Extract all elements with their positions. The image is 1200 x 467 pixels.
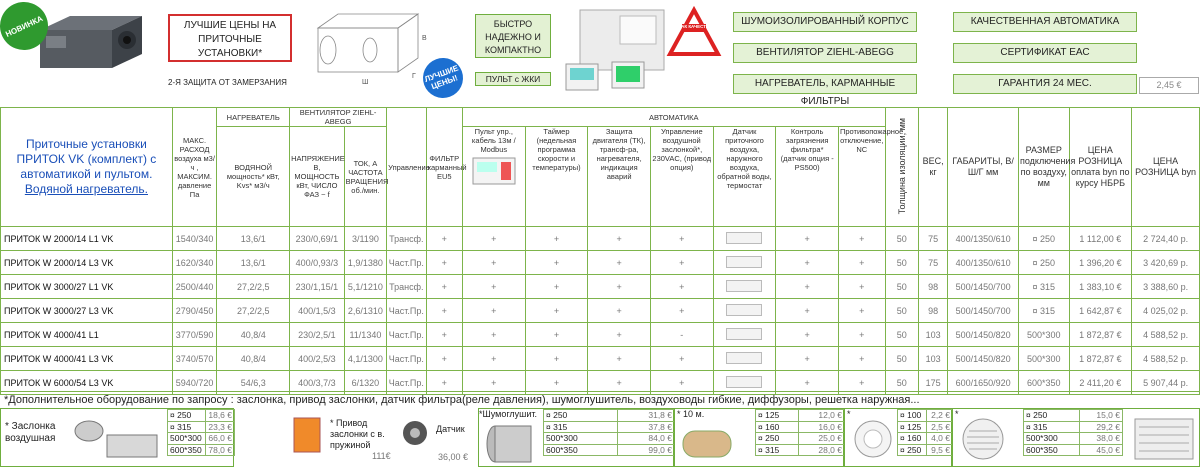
product-name: ПРИТОК W 3000/27 L3 VK: [1, 299, 173, 323]
duct-value: ¤ 250: [1018, 227, 1069, 251]
feature-fan: ВЕНТИЛЯТОР ZIEHL-ABEGG: [733, 43, 917, 63]
header-filter: ФИЛЬТР карманный EU5: [426, 108, 462, 227]
automation-cell: +: [650, 299, 713, 323]
automation-cell: +: [776, 323, 839, 347]
table-row: [1, 299, 1200, 323]
automation-cell: +: [462, 299, 525, 323]
header-auto-remote: Пульт упр., кабель 13м / Modbus: [462, 127, 525, 227]
product-title-heater: Водяной нагреватель.: [24, 182, 148, 196]
exchange-rate: 2,45 €: [1139, 77, 1199, 94]
table-row: [1, 227, 1200, 251]
svg-text:Ш: Ш: [362, 79, 369, 86]
automation-cell: +: [838, 251, 885, 275]
dims-value: 400/1350/610: [948, 251, 1019, 275]
filter-value: +: [426, 275, 462, 299]
automation-cell: +: [525, 323, 588, 347]
silencer-label: *Шумоглушит.: [479, 409, 538, 419]
automation-cell: +: [525, 275, 588, 299]
frost-text: 2-Я ЗАЩИТА ОТ ЗАМЕРЗАНИЯ: [168, 78, 287, 87]
airflow-value: 1620/340: [172, 251, 216, 275]
actuator-section: [286, 408, 396, 467]
control-value: Трансф.: [387, 275, 426, 299]
heater-value: 40,8/4: [217, 347, 290, 371]
automation-cell: +: [588, 251, 651, 275]
header-duct: РАЗМЕР подключения по воздуху, мм: [1018, 108, 1069, 227]
automation-cell: +: [650, 227, 713, 251]
table-row: [1, 347, 1200, 371]
control-value: Част.Пр.: [387, 371, 426, 395]
sensor-label: Датчик: [436, 424, 465, 434]
remote-label: ПУЛЬТ с ЖКИ: [475, 72, 551, 86]
airflow-value: 5940/720: [172, 371, 216, 395]
svg-text:В: В: [422, 35, 427, 42]
sensor-thumb-icon: [726, 256, 762, 268]
automation-cell: +: [776, 227, 839, 251]
automation-cell: +: [838, 371, 885, 395]
feature-certificate: СЕРТИФИКАТ ЕАС: [953, 43, 1137, 63]
grille-label: *: [955, 409, 959, 419]
product-image: [30, 10, 150, 70]
price-byn: 4 025,02 р.: [1132, 299, 1200, 323]
insulation-value: 50: [885, 347, 918, 371]
damper-label: * Заслонка воздушная: [5, 421, 56, 444]
product-name: ПРИТОК W 3000/27 L1 VK: [1, 275, 173, 299]
control-value: Част.Пр.: [387, 299, 426, 323]
fan-value: 400/1,5/3: [290, 299, 345, 323]
current-value: 6/1320: [344, 371, 386, 395]
dims-value: 600/1650/920: [948, 371, 1019, 395]
fan-value: 230/0,69/1: [290, 227, 345, 251]
feature-warranty: ГАРАНТИЯ 24 МЕС.: [953, 74, 1137, 94]
product-name: ПРИТОК W 4000/41 L3 VK: [1, 347, 173, 371]
silencer-section: [478, 408, 674, 467]
actuator-label: * Привод заслонки с в. пружиной: [330, 418, 385, 450]
automation-cell: +: [588, 275, 651, 299]
automation-cell: +: [588, 227, 651, 251]
price-byn: 2 724,40 р.: [1132, 227, 1200, 251]
control-value: Част.Пр.: [387, 347, 426, 371]
automation-cell: +: [525, 227, 588, 251]
damper-section: [0, 408, 234, 467]
feature-heater: НАГРЕВАТЕЛЬ, КАРМАННЫЕ ФИЛЬТРЫ: [733, 74, 917, 94]
airflow-value: 3770/590: [172, 323, 216, 347]
feature-automation: КАЧЕСТВЕННАЯ АВТОМАТИКА: [953, 12, 1137, 32]
grille-rect-icon: [1131, 415, 1197, 463]
price-byn: 3 388,60 р.: [1132, 275, 1200, 299]
remote-icon: [469, 154, 519, 188]
sensor-thumb-icon: [726, 304, 762, 316]
current-value: 4,1/1300: [344, 347, 386, 371]
control-value: Част.Пр.: [387, 323, 426, 347]
dims-value: 500/1450/700: [948, 299, 1019, 323]
price-eur: 1 872,87 €: [1069, 347, 1132, 371]
automation-cell: [713, 299, 776, 323]
product-name: ПРИТОК W 6000/54 L3 VK: [1, 371, 173, 395]
header-heater: НАГРЕВАТЕЛЬ: [217, 108, 290, 127]
header-auto-filter-control: Контроль загрязнения фильтра* (датчик опция - PS500): [776, 127, 839, 227]
automation-cell: +: [462, 227, 525, 251]
quality-mark-icon: [668, 8, 720, 60]
price-byn: 4 588,52 р.: [1132, 323, 1200, 347]
automation-cell: +: [838, 323, 885, 347]
price-eur: 1 112,00 €: [1069, 227, 1132, 251]
filter-value: +: [426, 299, 462, 323]
flex-duct-icon: [679, 423, 735, 465]
automation-cell: +: [776, 275, 839, 299]
header-fan-voltage: НАПРЯЖЕНИЕ В, МОЩНОСТЬ кВт, ЧИСЛО ФАЗ ~ f: [290, 127, 345, 227]
price-eur: 1 642,87 €: [1069, 299, 1132, 323]
diffuser-section: [844, 408, 952, 467]
weight-value: 175: [918, 371, 947, 395]
automation-cell: +: [525, 299, 588, 323]
actuator-icon: [288, 408, 328, 464]
fan-value: 400/3,7/3: [290, 371, 345, 395]
automation-cell: +: [776, 251, 839, 275]
automation-cell: -: [650, 323, 713, 347]
sensor-thumb-icon: [726, 328, 762, 340]
automation-cell: +: [650, 275, 713, 299]
sensor-thumb-icon: [726, 376, 762, 388]
table-row: [1, 251, 1200, 275]
filter-value: +: [426, 347, 462, 371]
fan-value: 400/2,5/3: [290, 347, 345, 371]
header-fan: ВЕНТИЛЯТОР ZIEHL-ABEGG: [290, 108, 387, 127]
weight-value: 103: [918, 323, 947, 347]
grille-prices: ¤ 250 15,0 € ¤ 315 29,2 € 500*300 38,0 € 600*350 45,0 €: [1023, 409, 1123, 456]
dims-value: 500/1450/820: [948, 323, 1019, 347]
automation-cell: [713, 227, 776, 251]
header-auto-fire: Противопожарное отключение, NC: [838, 127, 885, 227]
grille-section: [952, 408, 1200, 467]
airflow-value: 2790/450: [172, 299, 216, 323]
control-value: Трансф.: [387, 227, 426, 251]
filter-value: +: [426, 371, 462, 395]
insulation-value: 50: [885, 227, 918, 251]
controller-image: [560, 6, 670, 98]
weight-value: 98: [918, 275, 947, 299]
diffuser-label: *: [847, 409, 851, 419]
duct-value: ¤ 315: [1018, 299, 1069, 323]
automation-cell: +: [588, 323, 651, 347]
current-value: 2,6/1310: [344, 299, 386, 323]
price-eur: 1 872,87 €: [1069, 323, 1132, 347]
flex-duct-section: [674, 408, 844, 467]
grille-icon: [961, 415, 1005, 463]
insulation-value: 50: [885, 251, 918, 275]
current-value: 11/1340: [344, 323, 386, 347]
product-name: ПРИТОК W 2000/14 L3 VK: [1, 251, 173, 275]
svg-text:Г: Г: [412, 73, 416, 80]
price-byn: 5 907,44 р.: [1132, 371, 1200, 395]
duct-value: ¤ 250: [1018, 251, 1069, 275]
heater-value: 54/6,3: [217, 371, 290, 395]
actuator-price: 111€: [372, 451, 391, 461]
automation-cell: [713, 347, 776, 371]
automation-cell: +: [838, 227, 885, 251]
diffuser-prices: ¤ 100 2,2 € ¤ 125 2,5 € ¤ 160 4,0 € ¤ 250 9,5 €: [897, 409, 953, 456]
heater-value: 27,2/2,5: [217, 275, 290, 299]
header-price-retail: ЦЕНА РОЗНИЦА byn: [1132, 108, 1200, 227]
automation-cell: +: [776, 299, 839, 323]
sensor-section: [396, 408, 478, 467]
weight-value: 103: [918, 347, 947, 371]
feature-insulated: ШУМОИЗОЛИРОВАННЫЙ КОРПУС: [733, 12, 917, 32]
dims-value: 500/1450/820: [948, 347, 1019, 371]
automation-cell: +: [776, 371, 839, 395]
current-value: 5,1/1210: [344, 275, 386, 299]
dimension-drawing: [298, 6, 438, 94]
insulation-value: 50: [885, 275, 918, 299]
product-name: ПРИТОК W 4000/41 L1: [1, 323, 173, 347]
current-value: 1,9/1380: [344, 251, 386, 275]
sensor-icon: [398, 416, 432, 450]
automation-cell: +: [588, 299, 651, 323]
header-automation: АВТОМАТИКА: [462, 108, 885, 127]
damper-prices: ¤ 250 18,6 € ¤ 315 23,3 € 500*300 66,0 € 600*350 78,0 €: [167, 409, 235, 456]
header-auto-timer: Таймер (недельная программа скорости и температуры): [525, 127, 588, 227]
sensor-thumb-icon: [726, 232, 762, 244]
insulation-value: 50: [885, 323, 918, 347]
promo-box: ЛУЧШИЕ ЦЕНЫ НА ПРИТОЧНЫЕ УСТАНОВКИ*: [168, 14, 292, 62]
product-name: ПРИТОК W 2000/14 L1 VK: [1, 227, 173, 251]
fast-box: БЫСТРО НАДЕЖНО И КОМПАКТНО: [475, 14, 551, 58]
automation-cell: +: [462, 347, 525, 371]
flex-duct-label: * 10 м.: [677, 409, 705, 419]
damper-icon: [63, 415, 163, 461]
weight-value: 75: [918, 251, 947, 275]
airflow-value: 2500/440: [172, 275, 216, 299]
header-weight: ВЕС, кг: [918, 108, 947, 227]
automation-cell: +: [650, 371, 713, 395]
airflow-value: 1540/340: [172, 227, 216, 251]
heater-value: 13,6/1: [217, 227, 290, 251]
airflow-value: 3740/570: [172, 347, 216, 371]
duct-value: 500*300: [1018, 323, 1069, 347]
automation-cell: +: [838, 299, 885, 323]
weight-value: 75: [918, 227, 947, 251]
automation-cell: +: [588, 371, 651, 395]
product-table: [0, 107, 1200, 395]
current-value: 3/1190: [344, 227, 386, 251]
product-title: Приточные установки ПРИТОК VK (комплект) с автоматикой и пультом. Водяной нагреватель.: [1, 108, 173, 227]
silencer-prices: ¤ 250 31,8 € ¤ 315 37,8 € 500*300 84,0 € 600*350 99,0 €: [543, 409, 675, 456]
filter-value: +: [426, 323, 462, 347]
automation-cell: +: [525, 347, 588, 371]
silencer-icon: [485, 423, 539, 465]
filter-value: +: [426, 251, 462, 275]
price-eur: 1 396,20 €: [1069, 251, 1132, 275]
dims-value: 400/1350/610: [948, 227, 1019, 251]
price-byn: 4 588,52 р.: [1132, 347, 1200, 371]
header-airflow: МАКС. РАСХОД воздуха м3/ч , МАКСИМ. давление Па: [172, 108, 216, 227]
duct-value: ¤ 315: [1018, 275, 1069, 299]
automation-cell: +: [588, 347, 651, 371]
sensor-thumb-icon: [726, 352, 762, 364]
header-dims: ГАБАРИТЫ, В/Ш/Г мм: [948, 108, 1019, 227]
dims-value: 500/1450/700: [948, 275, 1019, 299]
automation-cell: +: [462, 275, 525, 299]
automation-cell: +: [525, 251, 588, 275]
header-insulation: Толщина изоляции, мм: [885, 108, 918, 227]
fan-value: 230/2,5/1: [290, 323, 345, 347]
fan-value: 230/1,15/1: [290, 275, 345, 299]
heater-value: 13,6/1: [217, 251, 290, 275]
header-control: Управление: [387, 108, 426, 227]
fan-value: 400/0,93/3: [290, 251, 345, 275]
automation-cell: +: [525, 371, 588, 395]
automation-cell: +: [462, 323, 525, 347]
automation-cell: +: [462, 371, 525, 395]
badge-best-price: ЛУЧШИЕ ЦЕНЫ!: [417, 52, 468, 103]
quality-mark-label: ЗНАК КАЧЕСТВА: [675, 24, 713, 29]
header-auto-damper: Управление воздушной заслонкой*, 230VAC, (привод опция): [650, 127, 713, 227]
diffuser-icon: [851, 417, 895, 461]
filter-value: +: [426, 227, 462, 251]
header-fan-current: ТОК, А ЧАСТОТА ВРАЩЕНИЯ об./мин.: [344, 127, 386, 227]
heater-value: 40,8/4: [217, 323, 290, 347]
sensor-price: 36,00 €: [438, 452, 469, 462]
header-price-byn: ЦЕНА РОЗНИЦА оплата byn по курсу НБРБ: [1069, 108, 1132, 227]
sensor-thumb-icon: [726, 280, 762, 292]
automation-cell: +: [650, 347, 713, 371]
automation-cell: [713, 275, 776, 299]
weight-value: 98: [918, 299, 947, 323]
control-value: Част.Пр.: [387, 251, 426, 275]
price-byn: 3 420,69 р.: [1132, 251, 1200, 275]
automation-cell: +: [838, 347, 885, 371]
header-auto-protection: Защита двигателя (ТК), трансф-ра, нагревателя, индикация аварий: [588, 127, 651, 227]
header-auto-sensor: Датчик приточного воздуха, наружного воздуха, обратной воды, термостат: [713, 127, 776, 227]
table-row: [1, 323, 1200, 347]
automation-cell: +: [462, 251, 525, 275]
badge-new: НОВИНКА: [0, 0, 56, 58]
price-eur: 2 411,20 €: [1069, 371, 1132, 395]
heater-value: 27,2/2,5: [217, 299, 290, 323]
insulation-value: 50: [885, 371, 918, 395]
extra-equipment-note: *Дополнительное оборудование по запросу : заслонка, привод заслонки, датчик фильтра(реле давления), шумоглушитель, воздуховоды гибкие, диффузоры, решетка наружная...: [0, 391, 1200, 408]
insulation-value: 50: [885, 299, 918, 323]
table-row: [1, 275, 1200, 299]
flex-duct-prices: ¤ 125 12,0 € ¤ 160 16,0 € ¤ 250 25,0 € ¤ 315 28,0 €: [755, 409, 845, 456]
automation-cell: [713, 251, 776, 275]
automation-cell: +: [776, 347, 839, 371]
automation-cell: +: [650, 251, 713, 275]
price-eur: 1 383,10 €: [1069, 275, 1132, 299]
automation-cell: +: [838, 275, 885, 299]
duct-value: 500*300: [1018, 347, 1069, 371]
automation-cell: [713, 323, 776, 347]
header-heater-sub: ВОДЯНОЙ мощность* кВт, Kvs* м3/ч: [217, 127, 290, 227]
duct-value: 600*350: [1018, 371, 1069, 395]
